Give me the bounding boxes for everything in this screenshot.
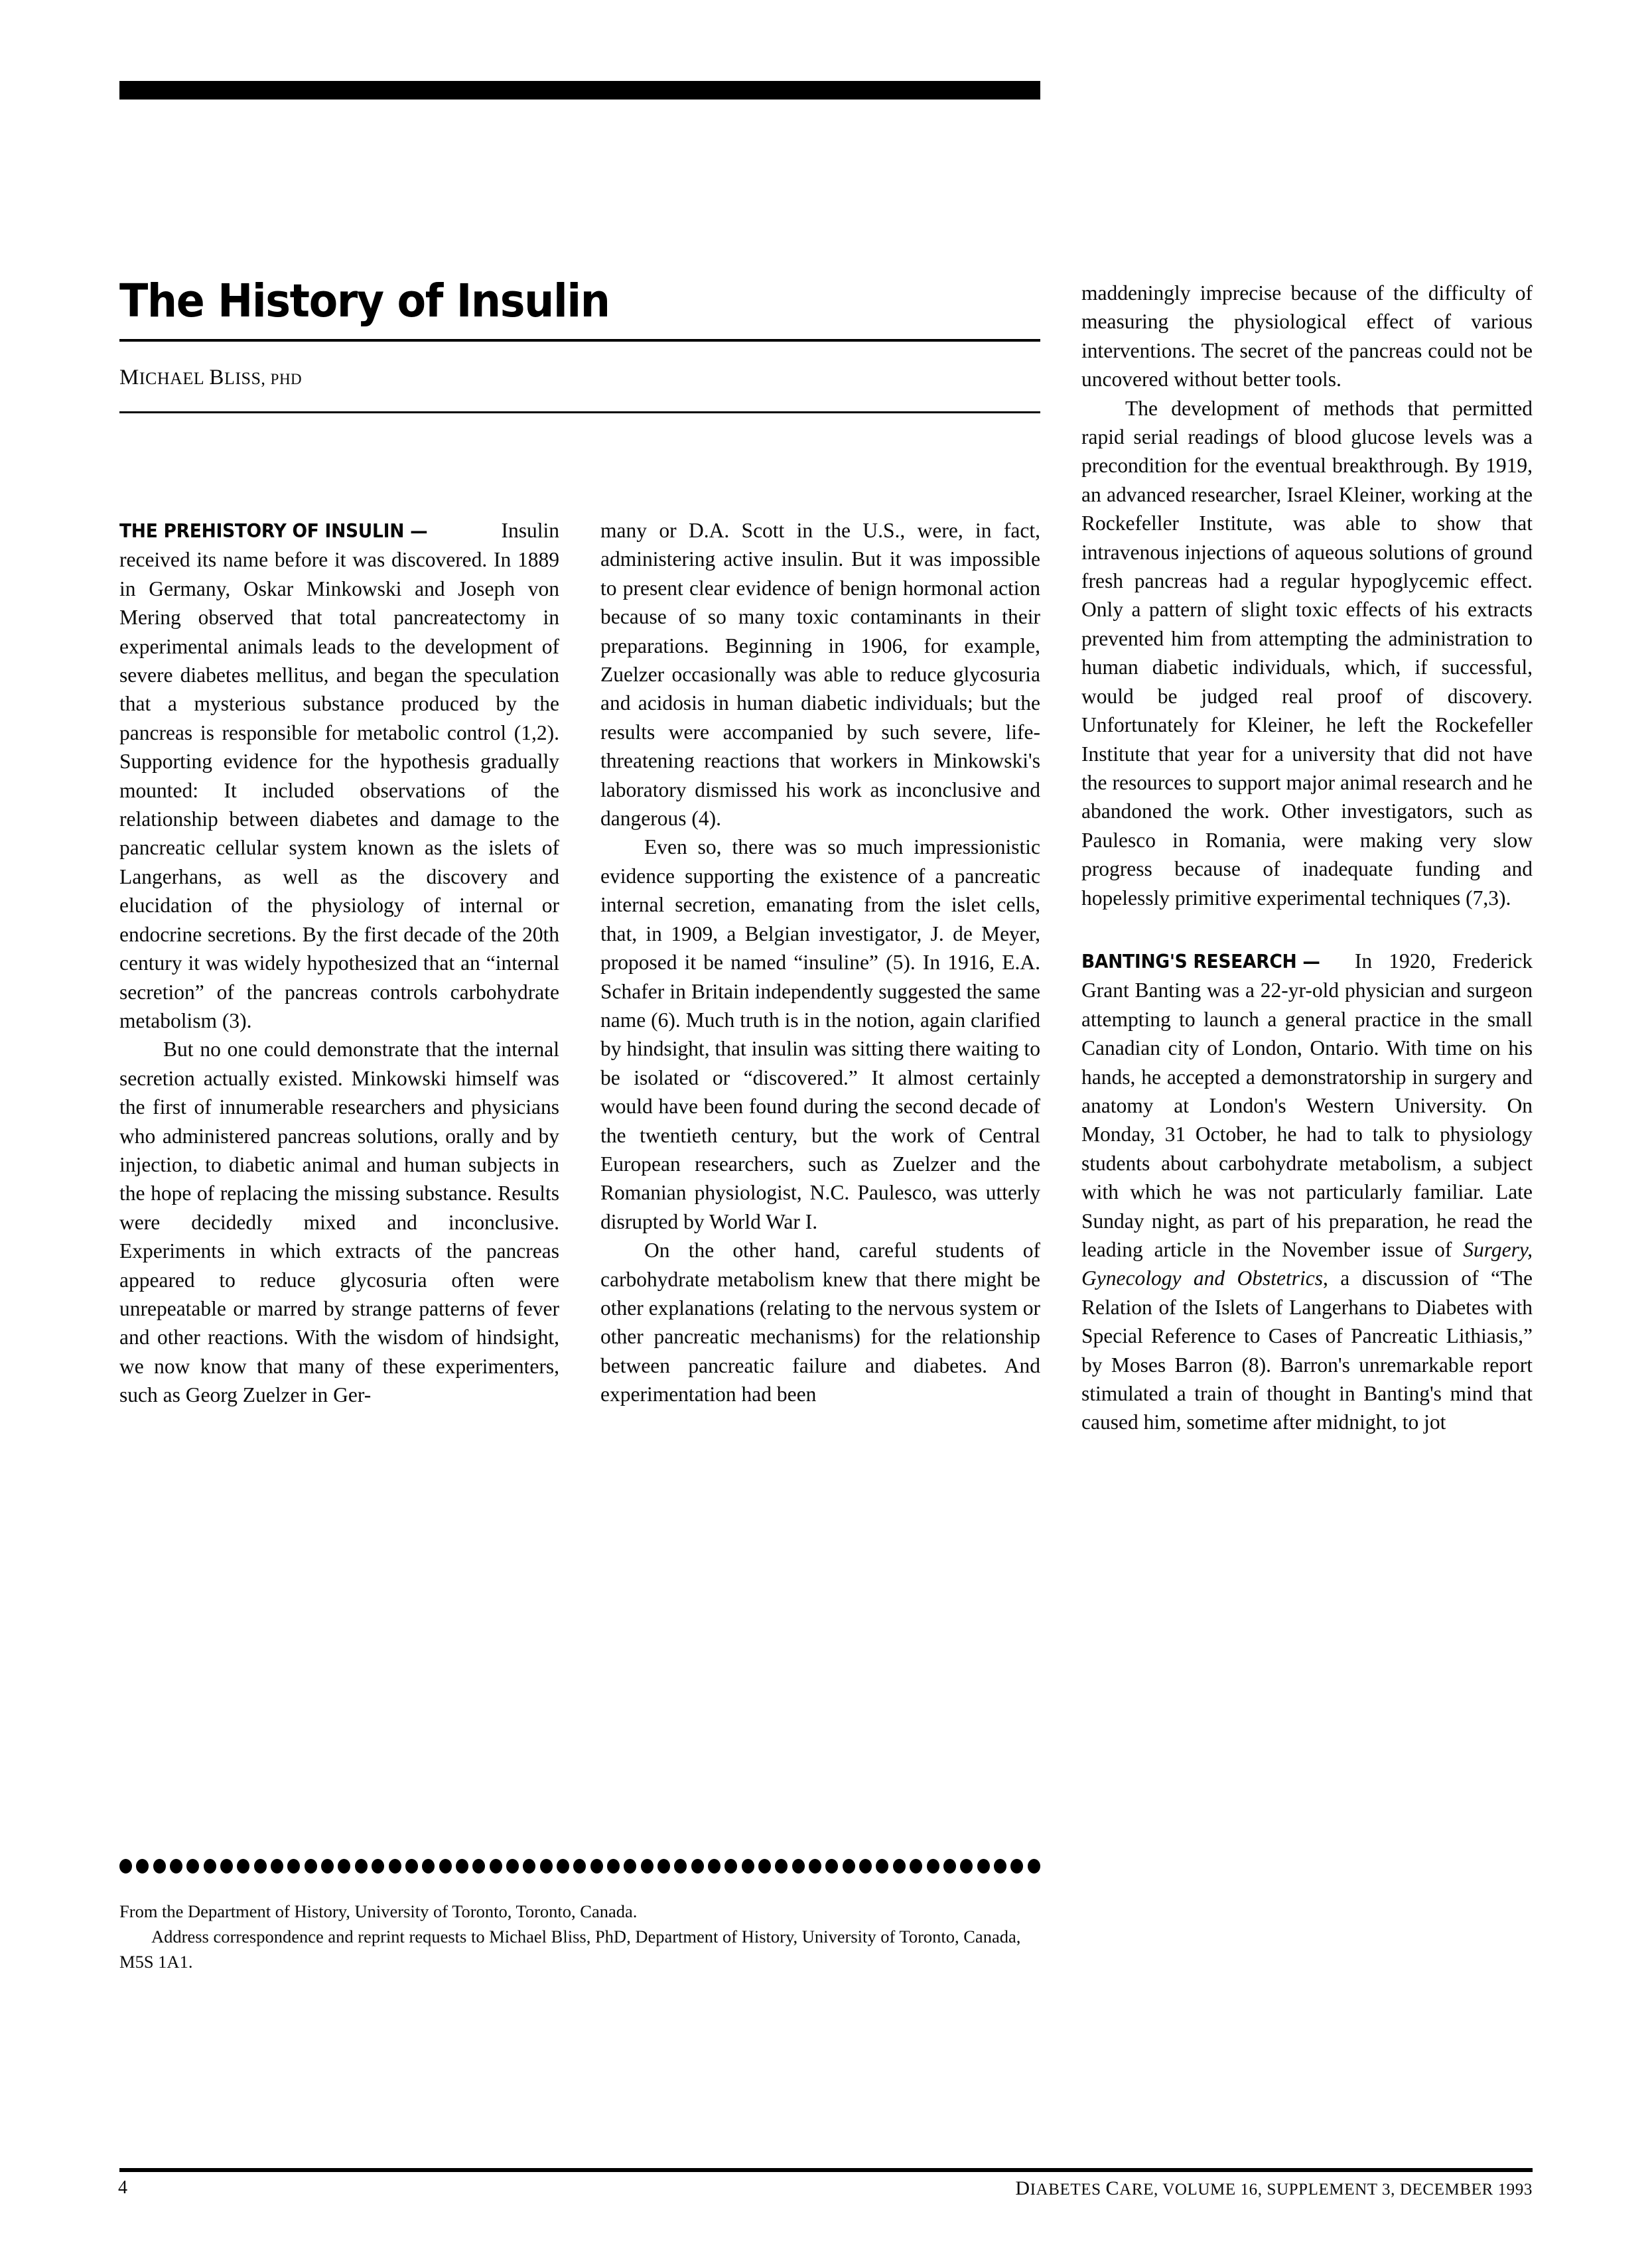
footnote-affiliation: From the Department of History, University of Toronto, Toronto, Canada. [119, 1901, 638, 1921]
title-underline-rule [119, 339, 1040, 342]
masthead-black-bar [119, 81, 1040, 100]
byline-comma: , [261, 369, 266, 388]
paragraph-text-b: , a discussion of “The Relation of the Islets of Langerhans to Diabetes with Special Reference to Cases of Pancreatic Lithiasis,” by Moses Barron (8). Barron's unremarkable report stimulated a train of thought in Banting's mind that caused him, sometime after midnight, to jot [1081, 1266, 1533, 1434]
journal-title-italic: Surgery, Gynecology and Obstetrics [1081, 1238, 1533, 1290]
footnote-dotted-separator [119, 1858, 1040, 1875]
paragraph: But no one could demonstrate that the internal secretion actually existed. Minkowski himself was the first of innumerable researchers and physicians who administered pancreas solutions, orally and by injection, to diabetic animal and human subjects in the hope of replacing the missing substance. Results were decidedly mixed and inconclusive. Experiments in which extracts of the pancreas appeared to reduce glycosuria often were unrepeatable or marred by strange patterns of fever and other reactions. With the wisdom of hindsight, we now know that many of these experimenters, such as Georg Zuelzer in Ger- [119, 1038, 559, 1407]
masthead [119, 275, 1040, 413]
journal-citation [1015, 2177, 1533, 2200]
paragraph [119, 516, 559, 1035]
footer-rule [119, 2168, 1533, 2172]
paragraph: On the other hand, careful students of carbohydrate metabolism knew that there might be other explanations (relating to the nervous system or other pancreatic mechanisms) for the relationship between pancreatic failure and diabetes. And experimentation had been [600, 1239, 1040, 1406]
footnote-block [119, 1899, 1043, 1974]
author-byline [119, 366, 1040, 390]
byline-degree: PHD [270, 371, 303, 387]
page-number: 4 [118, 2177, 127, 2198]
paragraph: The development of methods that permitted rapid serial readings of blood glucose levels was a precondition for the eventual breakthrough. By 1919, an advanced researcher, Israel Kleiner, working at the Rockefeller Institute, was able to show that intravenous injections of aqueous solutions of ground fresh pancreas had a regular hypoglycemic effect. Only a pattern of slight toxic effects of his extracts prevented him from attempting the administration to human diabetic individuals, which, if successful, would be judged real proof of discovery. Unfortunately for Kleiner, he left the Rockefeller Institute that year for a university that did not have the resources to support major animal research and he abandoned the work. Other investigators, such as Paulesco in Romania, were making very slow progress because of inadequate funding and hopelessly primitive experimental techniques (7,3). [1081, 396, 1533, 910]
page-title: The History of Insulin [119, 275, 610, 328]
body-column-1 [119, 516, 559, 1410]
section-gap [1081, 912, 1533, 947]
paragraph-text: Insulin received its name before it was discovered. In 1889 in Germany, Oskar Minkowski and Joseph von Mering observed that total pancreatectomy in experimental animals leads to the development of severe diabetes mellitus, and began the speculation that a mysterious substance produced by the pancreas is responsible for metabolic control (1,2). Supporting evidence for the hypothesis gradually mounted: It included observations of the relationship between diabetes and damage to the pancreatic cellular system known as the islets of Langerhans, as well as the discovery and elucidation of the physiology of internal or endocrine secretions. By the first decade of the 20th century it was widely hypothesized that an “internal secretion” of the pancreas controls carbohydrate metabolism (3). [119, 519, 559, 1032]
journal-d: D [1015, 2177, 1030, 2199]
byline-first-rest: ICHAEL [139, 369, 205, 388]
byline-last-rest: LISS [224, 369, 261, 388]
footnote-correspondence: Address correspondence and reprint requests to Michael Bliss, PhD, Department of History, University of Toronto, Canada, M5S 1A1. [119, 1927, 1021, 1972]
byline-last-initial: B [209, 366, 224, 389]
paragraph: many or D.A. Scott in the U.S., were, in fact, administering active insulin. But it was impossible to present clear evidence of benign hormonal action because of so many toxic contaminants in their preparations. Beginning in 1906, for example, Zuelzer occasionally was able to reduce glycosuria and acidosis in human diabetic individuals; but the results were accompanied by such severe, life-threatening reactions that workers in Minkowski's laboratory dismissed his work as inconclusive and dangerous (4). [600, 519, 1040, 831]
body-column-2 [600, 516, 1040, 1409]
journal-are: ARE [1119, 2181, 1154, 2199]
paragraph: Even so, there was so much impressionistic evidence supporting the existence of a pancreatic internal secretion, emanating from the islet cells, that, in 1909, a Belgian investigator, J. de Meyer, proposed it be named “insuline” (5). In 1916, E.A. Schafer in Britain independently suggested the same name (6). Much truth is in the notion, again clarified by hindsight, that insulin was sitting there waiting to be isolated or “discovered.” It almost certainly would have been found during the second decade of the twentieth century, but the work of Central European researchers, such as Zuelzer and the Romanian physiologist, N.C. Paulesco, was utterly disrupted by World War I. [600, 835, 1040, 1233]
byline-first-initial: M [119, 366, 139, 389]
paragraph-text-a: In 1920, Frederick Grant Banting was a 22-yr-old physician and surgeon attempting to launch a general practice in the small Canadian city of London, Ontario. With time on his hands, he accepted a demonstratorship in surgery and anatomy at London's Western University. On Monday, 31 October, he had to talk to physiology students about carbohydrate metabolism, a subject with which he was not particularly familiar. Late Sunday night, as part of his preparation, he read the leading article in the November issue of [1081, 949, 1533, 1261]
paragraph: maddeningly imprecise because of the difficulty of measuring the physiological effect of various interventions. The secret of the pancreas could not be uncovered without better tools. [1081, 281, 1533, 391]
byline-underline-rule [119, 411, 1040, 413]
journal-iabetes: IABETES [1030, 2181, 1101, 2199]
journal-volume-info: , VOLUME 16, SUPPLEMENT 3, DECEMBER 1993 [1153, 2181, 1533, 2199]
paragraph [1081, 947, 1533, 1437]
section-heading-banting: BANTING'S RESEARCH — [1081, 950, 1320, 973]
journal-c: C [1105, 2177, 1120, 2199]
body-column-3 [1081, 279, 1533, 1437]
section-heading-prehistory: THE PREHISTORY OF INSULIN — [119, 520, 428, 542]
